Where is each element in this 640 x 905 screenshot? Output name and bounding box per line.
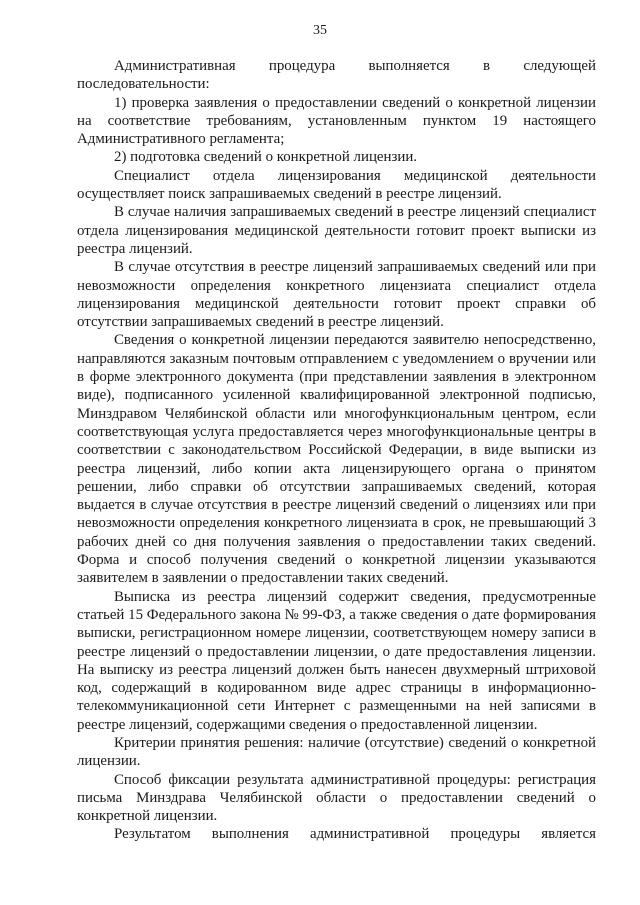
page-number: 35	[313, 23, 327, 38]
paragraph: В случае наличия запрашиваемых сведений в реестре лицензий специалист отдела лицензирования медицинской деятельности готовит проект выписки из реестра лицензий.	[77, 204, 596, 257]
paragraph: 2) подготовка сведений о конкретной лицензии.	[114, 149, 418, 166]
paragraph: Результатом выполнения административной процедуры является	[114, 826, 596, 843]
body-text	[77, 57, 596, 844]
paragraph: Критерии принятия решения: наличие (отсутствие) сведений о конкретной лицензии.	[77, 734, 596, 770]
paragraph: Сведения о конкретной лицензии передаются заявителю непосредственно, направляются заказным почтовым отправлением с уведомлением о вручении или в форме электронного документа (при представлении заявления в электронном виде), подписанного усиленной квалифицированной электронной подписью, Минздравом Челябинской области или многофункциональным центром, если соответствующая услуга предоставляется через многофункциональные центры в соответствии с законодательством Российской Федерации, в виде выписки из реестра лицензий, либо копии акта лицензирующего органа о принятом решении, либо справки об отсутствии запрашиваемых сведений, которая выдается в случае отсутствия в реестре лицензий сведений о лицензиях или при невозможности определения конкретного лицензиата в срок, не превышающий 3 рабочих дней со дня получения заявления о предоставлении таких сведений. Форма и способ получения сведений о конкретной лицензии указываются заявителем в заявлении о предоставлении таких сведений.	[77, 332, 596, 587]
paragraph: Административная процедура выполняется в следующей последовательности:	[77, 58, 596, 93]
paragraph: Специалист отдела лицензирования медицинской деятельности осуществляет поиск запрашиваемых сведений в реестре лицензий.	[77, 167, 596, 203]
paragraph: Выписка из реестра лицензий содержит сведения, предусмотренные статьей 15 Федерального закона № 99-ФЗ, а также сведения о дате формирования выписки, регистрационном номере лицензии, соответствующем номеру записи в реестре лицензий о предоставлении лицензии, о дате предоставления лицензии. На выписку из реестра лицензий должен быть нанесен двухмерный штриховой код, содержащий в кодированном виде адрес страницы в информационно-телекоммуникационной сети Интернет с размещенными на ней записями в реестре лицензий, содержащими сведения о предоставленной лицензии.	[77, 588, 596, 733]
paragraph: 1) проверка заявления о предоставлении сведений о конкретной лицензии на соответствие требованиям, установленным пунктом 19 настоящего Административного регламента;	[77, 94, 596, 148]
paragraph: Способ фиксации результата административной процедуры: регистрация письма Минздрава Челябинской области о предоставлении сведений о конкретной лицензии.	[77, 771, 596, 825]
paragraph: В случае отсутствия в реестре лицензий запрашиваемых сведений или при невозможности определения конкретного лицензиата специалист отдела лицензирования медицинской деятельности готовит проект справки об отсутствии запрашиваемых сведений в реестре лицензий.	[77, 259, 596, 331]
